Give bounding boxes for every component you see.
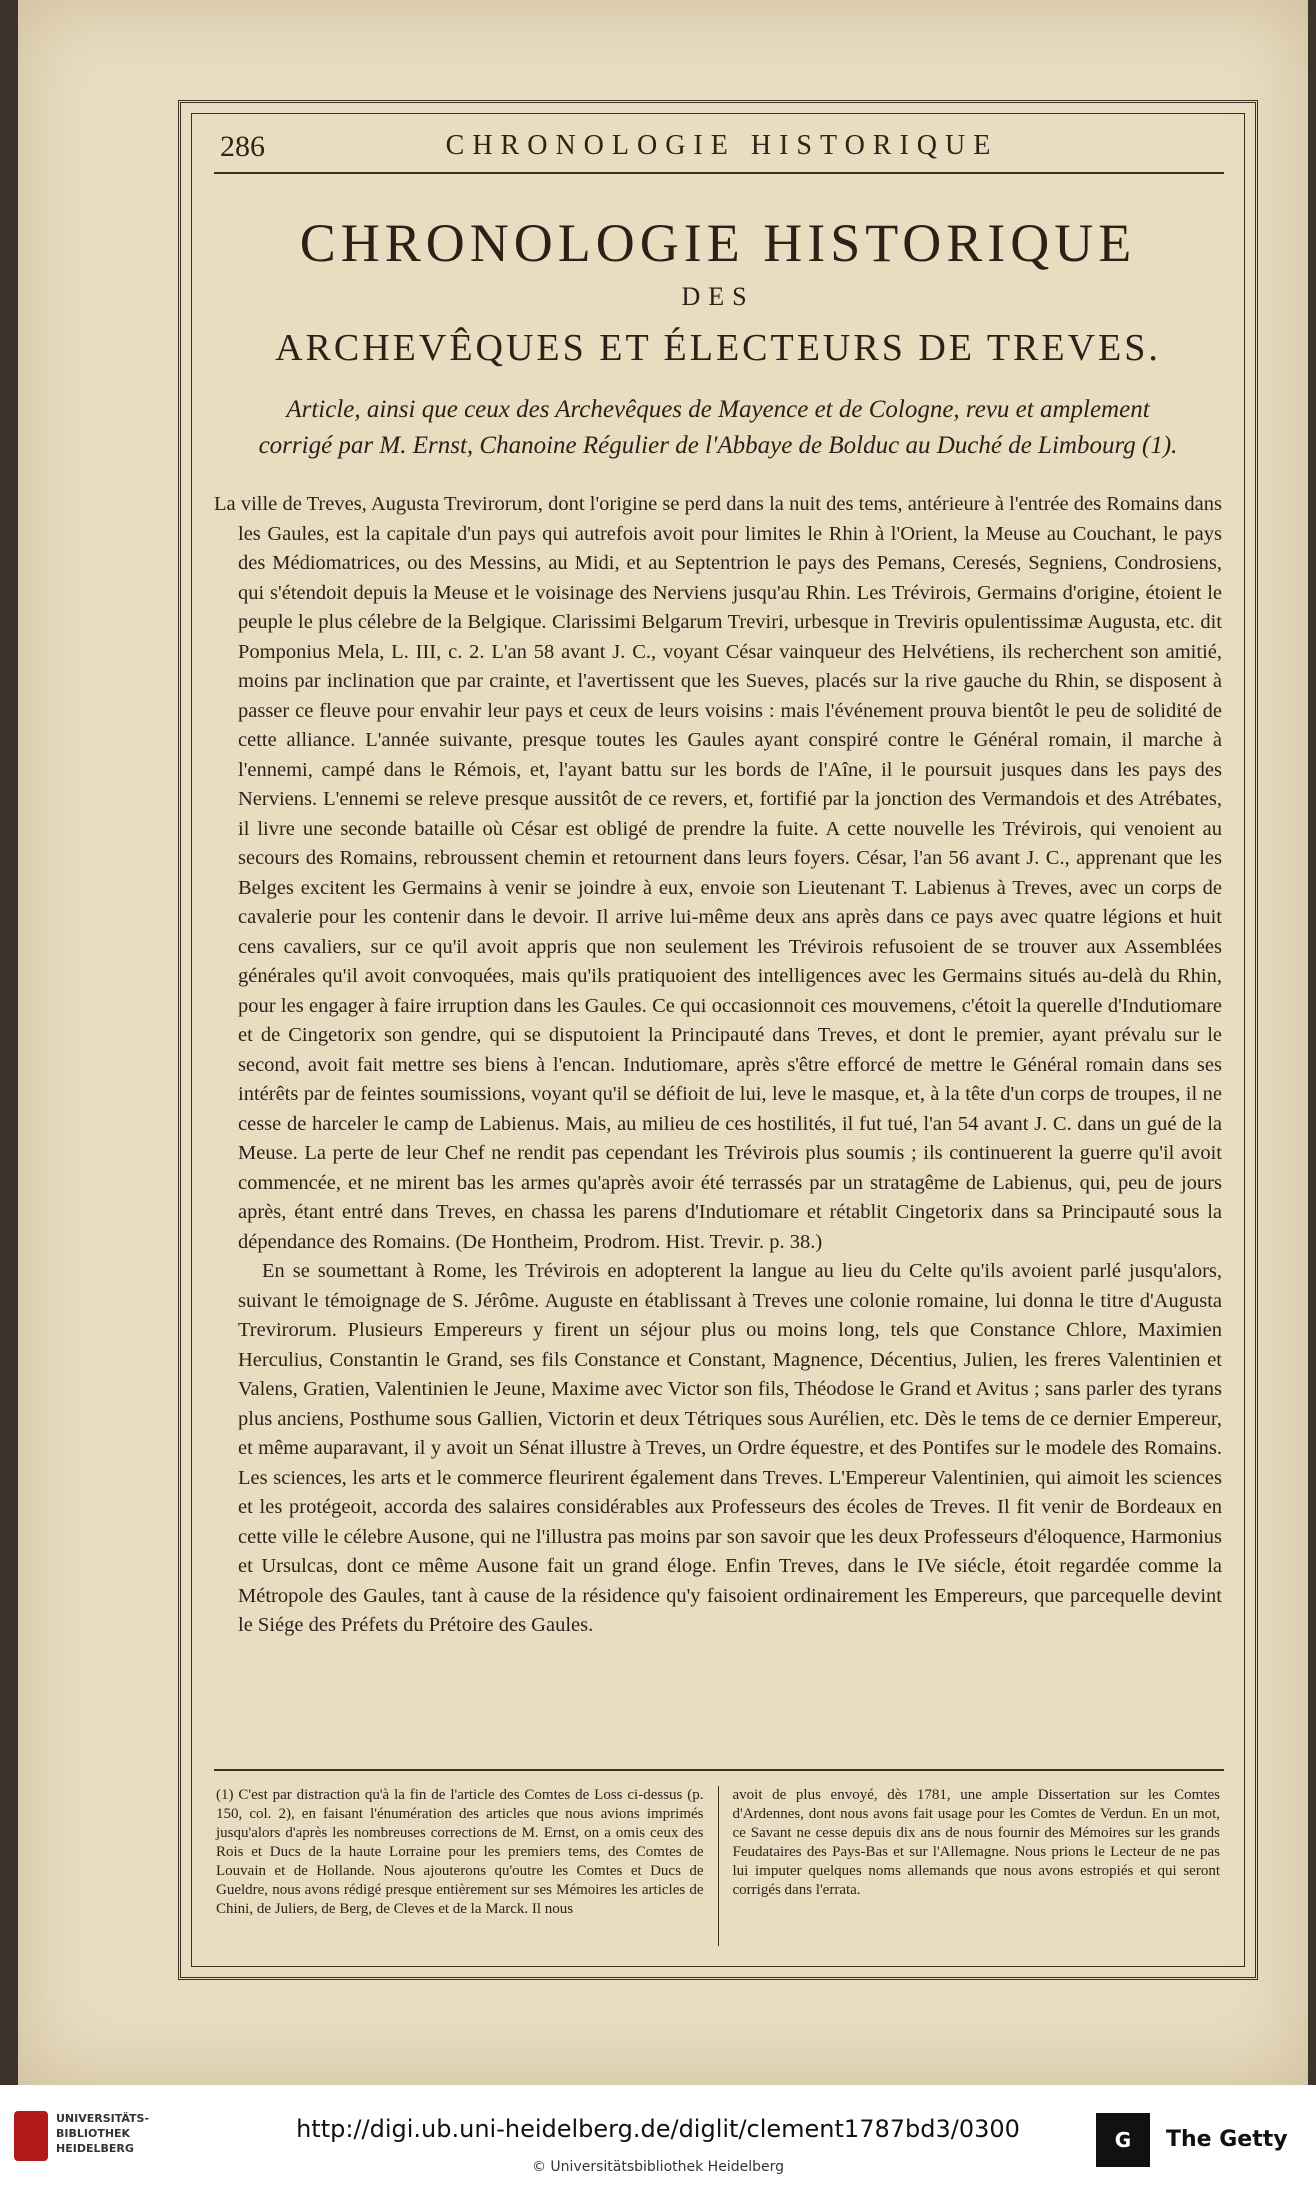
copyright-text: © Universitätsbibliothek Heidelberg: [531, 2159, 784, 2175]
title-des: DES: [681, 282, 755, 311]
footnote-right-column: avoit de plus envoyé, dès 1781, une ample Dissertation sur les Comtes d'Ardennes, dont nous avons fait usage pour les Comtes de Verdun. En un mot, ce Savant ne cesse depuis dix ans de nous fournir des Mémoires sur les grands Feudataires des Pays-Bas et sur l'Allemagne. Nous prions le Lecteur de ne pas lui imputer quelques noms allemands que nous avons estropiés et qui seront corrigés dans l'errata.: [732, 1787, 1220, 1898]
main-title: CHRONOLOGIE HISTORIQUE: [299, 213, 1137, 273]
footnote-left-column: (1) C'est par distraction qu'à la fin de l'article des Comtes de Loss ci-dessus (p. 150, col. 2), en faisant l'énumération des articles que nous avions imprimés jusqu'alors d'après les nombreuses corrections de M. Ernst, on a omis ceux des Rois et Ducs de la haute Lorraine pour les premiers tems, des Comtes de Louvain et de Hollande. Nous ajouterons qu'outre les Comtes et Ducs de Gueldre, nous avons rédigé presque entièrement sur ses Mémoires les articles de Chini, de Juliers, de Berg, de Cleves et de la Marck. Il nous: [216, 1787, 704, 1917]
source-url-link[interactable]: http://digi.ub.uni-heidelberg.de/diglit/clement1787bd3/0300: [296, 2115, 1020, 2143]
paragraph-1: La ville de Treves, Augusta Trevirorum, dont l'origine se perd dans la nuit des tems, antérieure à l'entrée des Romains dans les Gaules, est la capitale d'un pays qui autrefois avoit pour limites le Rhin à l'Orient, la Meuse au Couchant, le pays des Médiomatrices, ou des Messins, au Midi, et au Septentrion le pays des Pemans, Ceresés, Segniens, Condrosiens, qui s'étendoit depuis la Meuse et le voisinage des Nerviens jusqu'au Rhin. Les Trévirois, Germains d'origine, étoient le peuple le plus célebre de la Belgique. Clarissimi Belgarum Treviri, urbesque in Treviris opulentissimæ Augusta, etc. dit Pomponius Mela, L. III, c. 2. L'an 58 avant J. C., voyant César vainqueur des Helvétiens, ils recherchent son amitié, moins par inclination que par crainte, et l'avertissent que les Sueves, placés sur la rive gauche du Rhin, se disposent à passer ce fleuve pour envahir leur pays et ceux de leurs voisins : mais l'événement prouva bientôt le peu de solidité de cette alliance. L'année suivante, presque toutes les Gaules ayant conspiré contre le Général romain, il marche à l'ennemi, campé dans le Rémois, et, l'ayant battu sur les bords de l'Aîne, il le poursuit jusques dans les pays des Nerviens. L'ennemi se releve presque aussitôt de ce revers, et, fortifié par la jonction des Vermandois et des Atrébates, il livre une seconde bataille où César est obligé de prendre la fuite. A cette nouvelle les Trévirois, qui venoient au secours des Romains, rebroussent chemin et retournent dans leurs foyers. César, l'an 56 avant J. C., apprenant que les Belges excitent les Germains à venir se joindre à eux, envoie son Lieutenant T. Labienus à Treves, avec un corps de cavalerie pour les contenir dans le devoir. Il arrive lui-même deux ans après dans ce pays avec quatre légions et huit cens cavaliers, sur ce qu'il avoit appris que non seulement les Trévirois refusoient de se trouver aux Assemblées générales qu'il avoit convoquées, mais qu'ils pratiquoient des intelligences avec les Germains situés au-delà du Rhin, pour les engager à faire irruption dans les Gaules. Ce qui occasionnoit ces mouvemens, c'étoit la querelle d'Indutiomare et de Cingetorix son gendre, qui se disputoient la Principauté dans Treves, et dont le premier, ayant prévalu sur le second, avoit fait mettre ses biens à l'encan. Indutiomare, après s'être efforcé de mettre le Général romain dans ses intérêts par de feintes soumissions, voyant qu'il se défioit de lui, leve le masque, et, à la tête d'un corps de troupes, il ne cesse de harceler le camp de Labienus. Mais, au milieu de ces hostilités, il fut tué, l'an 54 avant J. C. dans un gué de la Meuse. La perte de leur Chef ne rendit pas cependant les Trévirois plus soumis ; ils continuerent la guerre qu'il avoit commencée, et ne mirent bas les armes qu'après avoir été terrassés par un stratagême de Labienus, qui, peu de jours après, étant entré dans Treves, en chassa les parens d'Indutiomare et rétablit Cingetorix dans sa Principauté sous la dépendance des Romains. (De Hontheim, Prodrom. Hist. Trevir. p. 38.): [214, 493, 1222, 1253]
page-frame-inner: [191, 113, 1245, 1967]
body-text: [214, 490, 1222, 1641]
running-head: [220, 128, 1224, 168]
getty-name: The Getty: [1166, 2127, 1288, 2152]
intro-line-1: Article, ainsi que ceux des Archevêques de Mayence et de Cologne, revu et amplement: [286, 396, 1150, 423]
getty-logo[interactable]: [1096, 2113, 1296, 2163]
page-frame: [178, 100, 1258, 1980]
paragraph-2: En se soumettant à Rome, les Trévirois en adopterent la langue au lieu du Celte qu'ils avoient parlé jusqu'alors, suivant le témoignage de S. Jérôme. Auguste en établissant à Treves une colonie romaine, lui donna le titre d'Augusta Trevirorum. Plusieurs Empereurs y firent un séjour plus ou moins long, tels que Constance Chlore, Maximien Herculius, Constantin le Grand, ses fils Constance et Constant, Magnence, Décentius, Julien, les freres Valentinien et Valens, Gratien, Valentinien le Jeune, Maxime avec Victor son fils, Théodose le Grand et Avitus ; sans parler des tyrans plus anciens, Posthume sous Gallien, Victorin et deux Tétriques sous Aurélien, etc. Dès le tems de ce dernier Empereur, et même auparavant, il y avoit un Sénat illustre à Treves, un Ordre équestre, et des Pontifes sur le modele des Romains. Les sciences, les arts et le commerce fleurirent également dans Treves. L'Empereur Valentinien, qui aimoit les sciences et les protégeoit, accorda des salaires considérables aux Professeurs des écoles de Treves. Il fit venir de Bordeaux en cette ville le célebre Ausone, qui ne l'illustra pas moins par son savoir que les deux Professeurs d'éloquence, Harmonius et Ursulcas, dont ce même Ausone fait un grand éloge. Enfin Treves, dans le IVe siécle, étoit regardée comme la Métropole des Gaules, tant à cause de la résidence qu'y faisoient ordinairement les Empereurs, que parcequelle devint le Siége des Préfets du Prétoire des Gaules.: [238, 1260, 1222, 1636]
footnote-divider: [718, 1786, 719, 1946]
footer-bar: [0, 2085, 1316, 2193]
header-rule: [214, 172, 1224, 174]
footnote-rule: [214, 1769, 1224, 1771]
intro-line-2: corrigé par M. Ernst, Chanoine Régulier de l'Abbaye de Bolduc au Duché de Limbourg (1).: [258, 432, 1178, 459]
book-page: [18, 0, 1308, 2085]
footnotes: [216, 1786, 1220, 1946]
subtitle: ARCHEVÊQUES ET ÉLECTEURS DE TREVES.: [275, 327, 1161, 369]
page-number: 286: [220, 130, 265, 163]
intro-note: [216, 392, 1220, 464]
getty-mark-icon: G: [1096, 2113, 1150, 2167]
university-name: UNIVERSITÄTS- BIBLIOTHEK HEIDELBERG: [56, 2112, 150, 2155]
running-title: CHRONOLOGIE HISTORIQUE: [445, 130, 999, 161]
